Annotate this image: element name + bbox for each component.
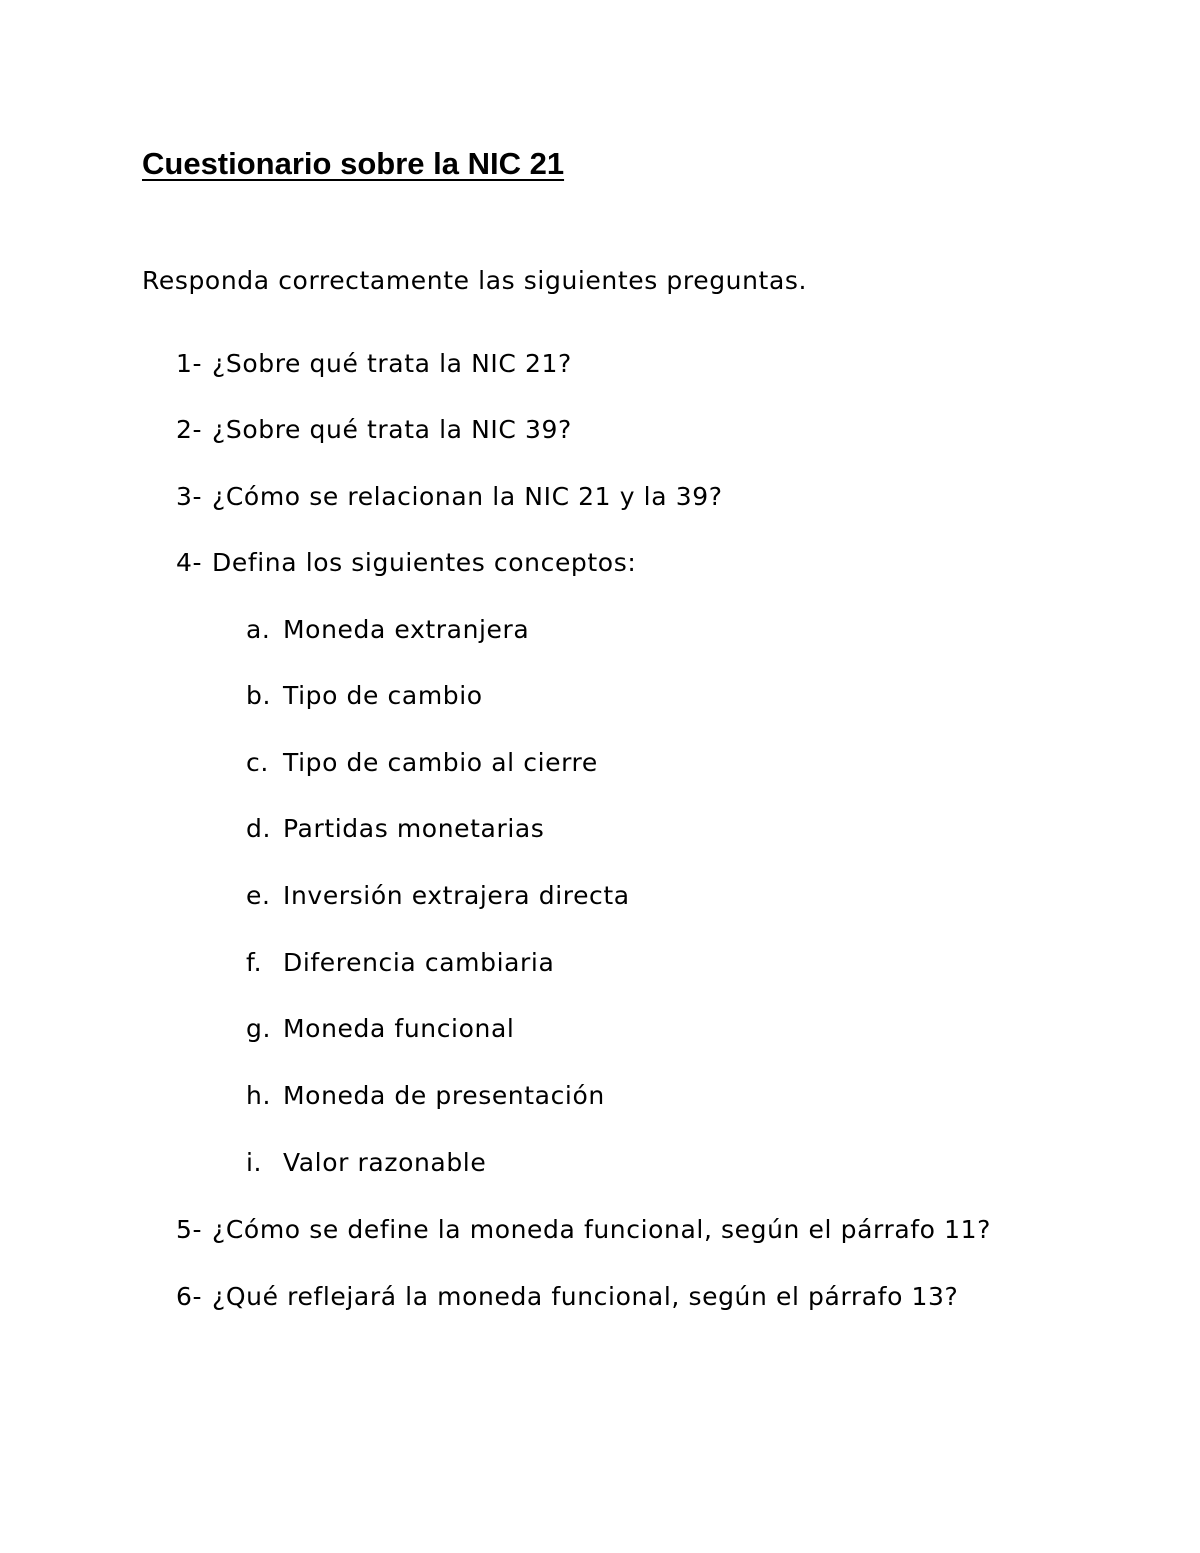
- concept-letter: a.: [246, 615, 271, 644]
- concept-c: [246, 743, 598, 783]
- concept-letter: d.: [246, 814, 272, 843]
- concept-text: Diferencia cambiaria: [283, 948, 555, 977]
- concept-text: Partidas monetarias: [283, 814, 545, 843]
- concept-h: [246, 1076, 605, 1116]
- concept-b: [246, 676, 483, 716]
- concept-text: Moneda funcional: [283, 1014, 515, 1043]
- question-number: 1-: [176, 349, 203, 378]
- question-5: [176, 1210, 991, 1250]
- concept-text: Tipo de cambio al cierre: [283, 748, 598, 777]
- concept-letter: i.: [246, 1148, 263, 1177]
- question-number: 3-: [176, 482, 203, 511]
- concept-text: Valor razonable: [283, 1148, 487, 1177]
- question-1: [176, 344, 572, 384]
- concept-text: Moneda de presentación: [283, 1081, 605, 1110]
- concept-text: Tipo de cambio: [283, 681, 483, 710]
- question-6: [176, 1277, 958, 1317]
- question-text: Defina los siguientes conceptos:: [212, 548, 637, 577]
- concept-letter: c.: [246, 748, 269, 777]
- concept-letter: f.: [246, 948, 263, 977]
- concept-letter: g.: [246, 1014, 272, 1043]
- question-2: [176, 410, 572, 450]
- question-text: ¿Sobre qué trata la NIC 21?: [212, 349, 572, 378]
- concept-a: [246, 610, 529, 650]
- question-number: 4-: [176, 548, 203, 577]
- question-3: [176, 477, 723, 517]
- question-text: ¿Cómo se define la moneda funcional, según el párrafo 11?: [212, 1215, 991, 1244]
- concept-text: Moneda extranjera: [283, 615, 530, 644]
- concept-letter: e.: [246, 881, 271, 910]
- question-number: 2-: [176, 415, 203, 444]
- question-4: [176, 543, 636, 583]
- concept-letter: b.: [246, 681, 272, 710]
- concept-i: [246, 1143, 486, 1183]
- concept-text: Inversión extrajera directa: [283, 881, 630, 910]
- intro-instruction: Responda correctamente las siguientes preguntas.: [142, 266, 808, 295]
- question-number: 6-: [176, 1282, 203, 1311]
- question-number: 5-: [176, 1215, 203, 1244]
- concept-letter: h.: [246, 1081, 271, 1110]
- question-text: ¿Qué reflejará la moneda funcional, según el párrafo 13?: [212, 1282, 959, 1311]
- concept-e: [246, 876, 630, 916]
- concept-f: [246, 943, 554, 983]
- document-title: Cuestionario sobre la NIC 21: [142, 146, 565, 181]
- concept-d: [246, 809, 544, 849]
- concept-g: [246, 1009, 514, 1049]
- question-text: ¿Sobre qué trata la NIC 39?: [212, 415, 572, 444]
- question-text: ¿Cómo se relacionan la NIC 21 y la 39?: [212, 482, 723, 511]
